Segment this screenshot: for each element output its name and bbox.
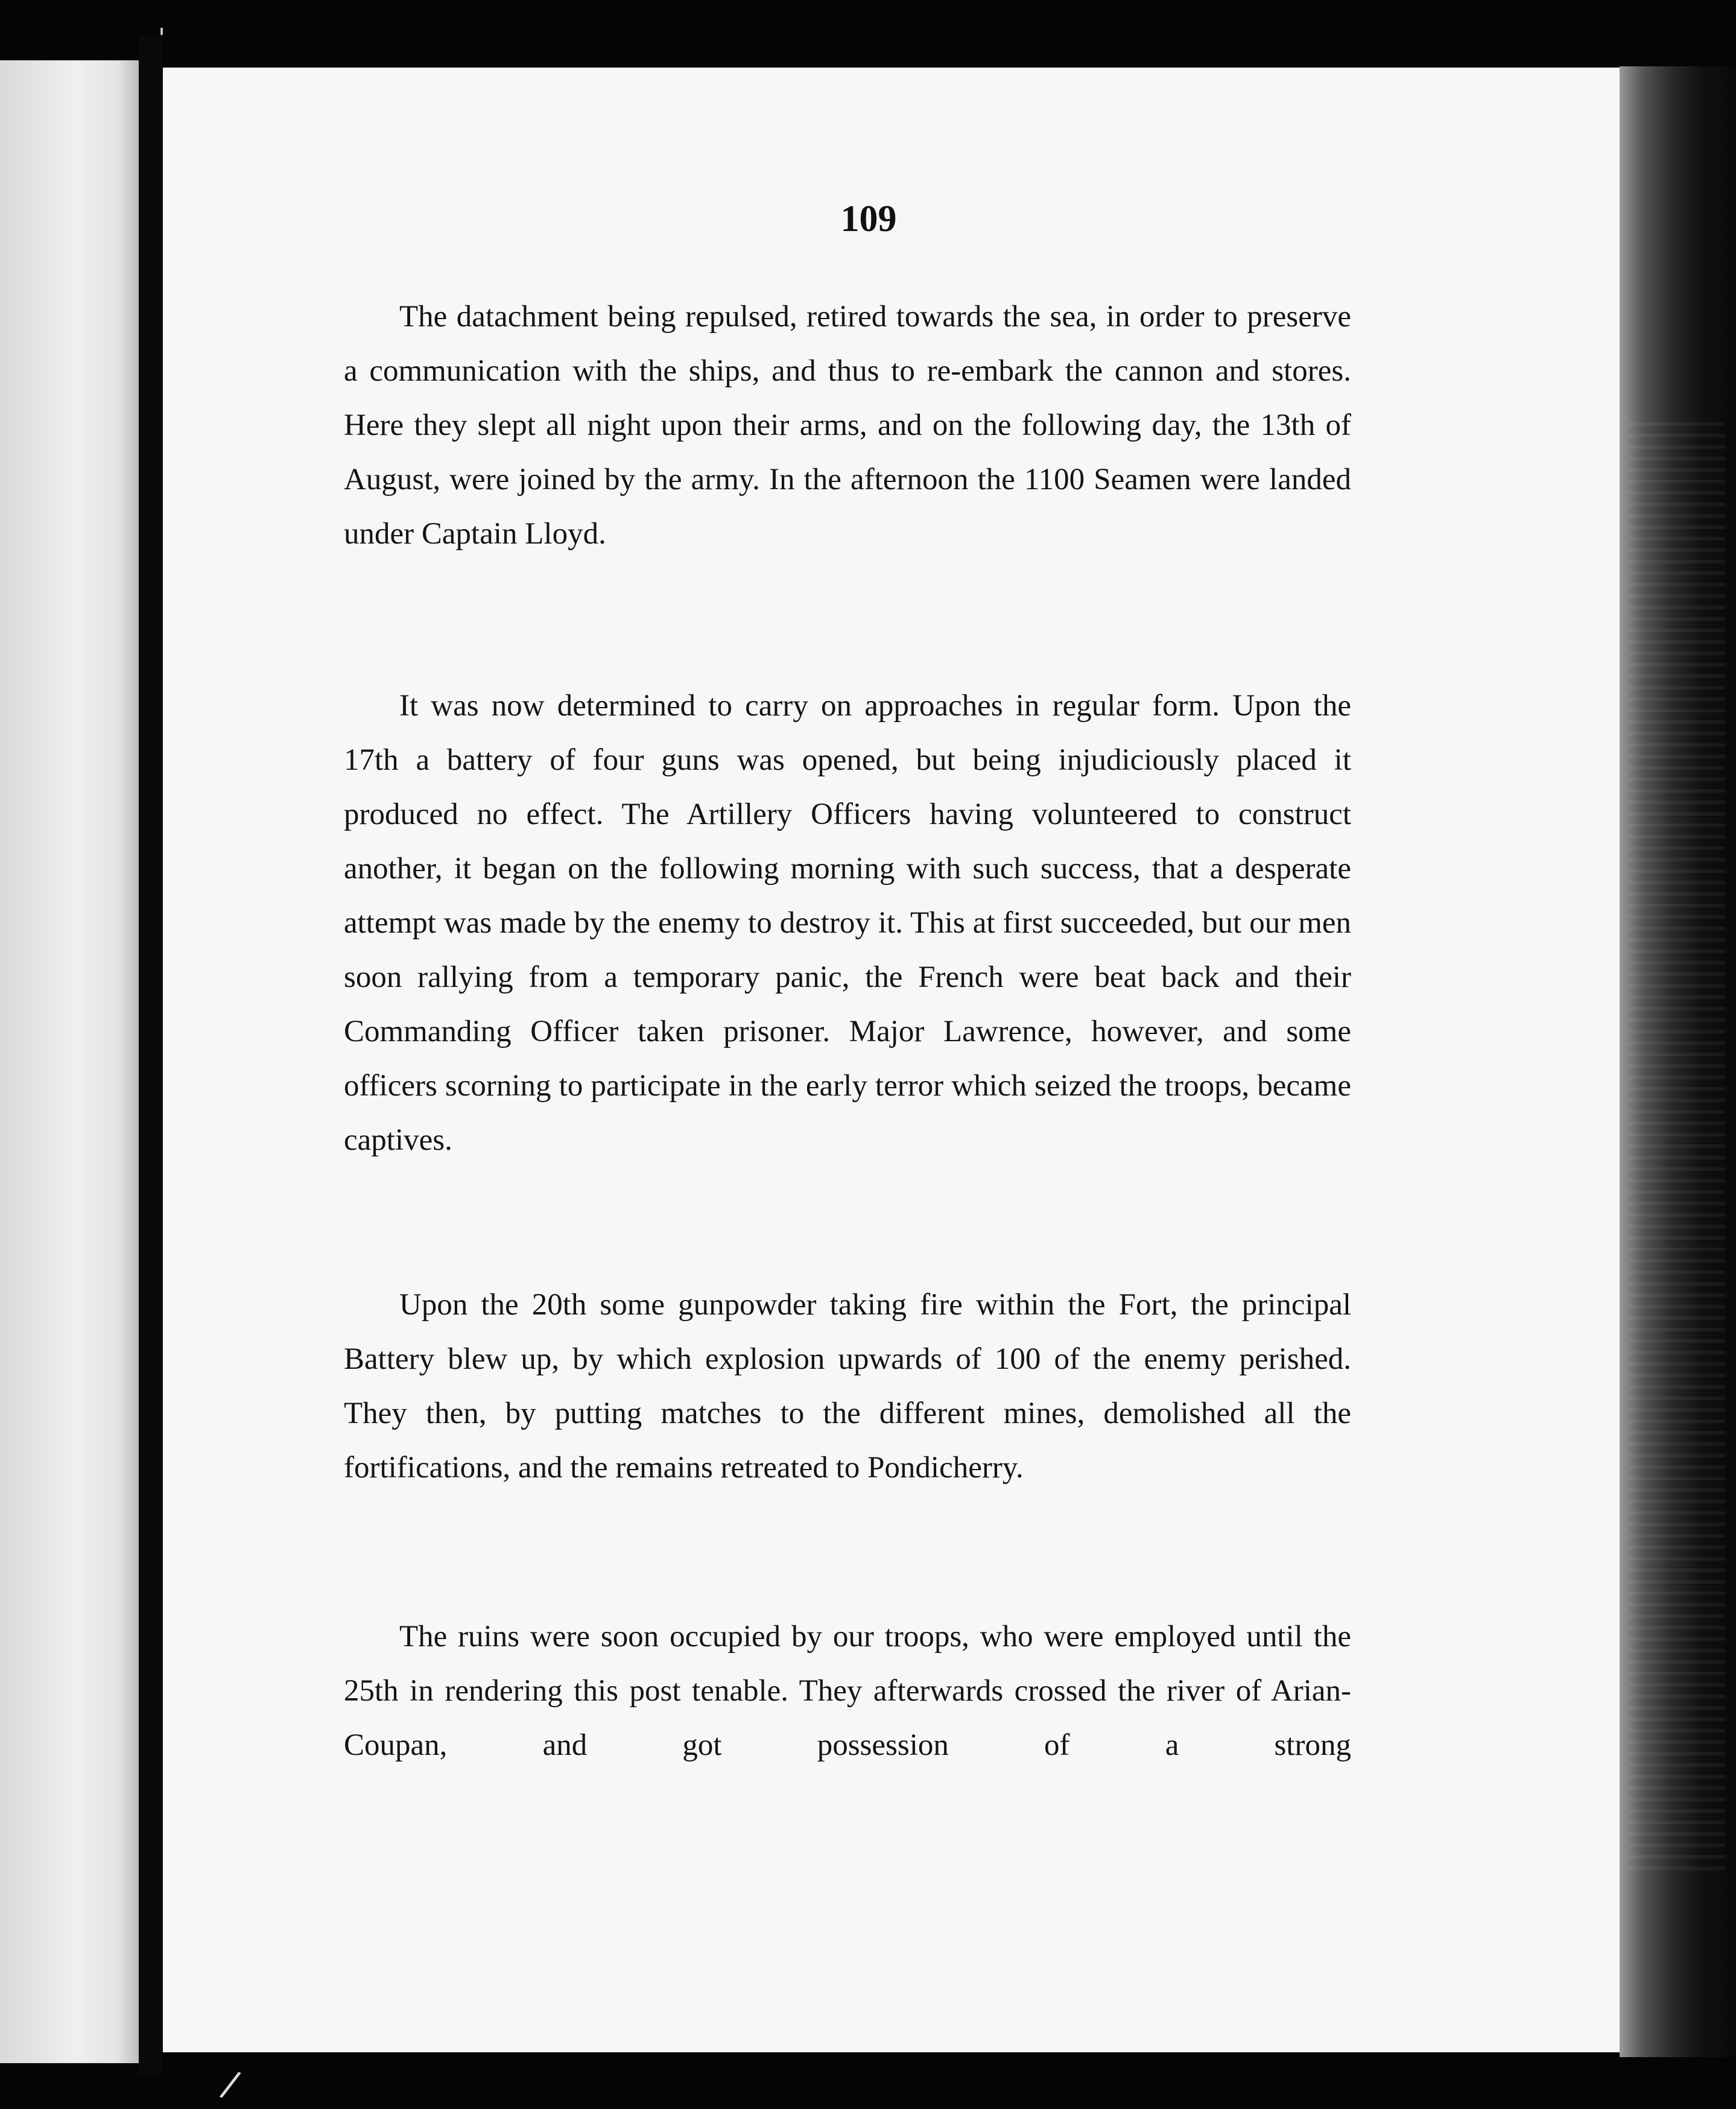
scan-mark: /: [217, 2062, 244, 2107]
paragraph: The datachment being repulsed, retired towards the sea, in order to preserve a communication with the ships, and thus to re-embark the cannon and stores. Here they slept all night upon their arms, and on the following day, the 13th of August, were joined by the army. In the afternoon the 1100 Seamen were landed under Captain Lloyd.: [344, 300, 1351, 551]
paragraph: It was now determined to carry on approaches in regular form. Upon the 17th a battery of four guns was opened, but being injudiciously placed it produced no effect. The Artillery Officers having volunteered to construct another, it began on the following morning with such success, that a desperate attempt was made by the enemy to destroy it. This at first succeeded, but our men soon rallying from a temporary panic, the French were beat back and their Commanding Officer taken prisoner. Major Lawrence, however, and some officers scorning to participate in the early terror which seized the troops, became captives.: [344, 689, 1351, 1157]
paragraph: The ruins were soon occupied by our troops, who were employed until the 25th in rendering this post tenable. They afterwards crossed the river of Arian-Coupan, and got possession of a strong: [344, 1620, 1351, 1762]
scan-mark: ': [158, 23, 166, 54]
paragraph: Upon the 20th some gunpowder taking fire within the Fort, the principal Battery blew up, by which explosion upwards of 100 of the enemy perished. They then, by putting matches to the different mines, demolished all the fortifications, and the remains retreated to Pondicherry.: [344, 1288, 1351, 1485]
facing-page-edge: [0, 60, 139, 2063]
page-edge-texture: [1629, 422, 1725, 1870]
page-number: 109: [840, 198, 897, 239]
book-gutter: [139, 36, 163, 2075]
